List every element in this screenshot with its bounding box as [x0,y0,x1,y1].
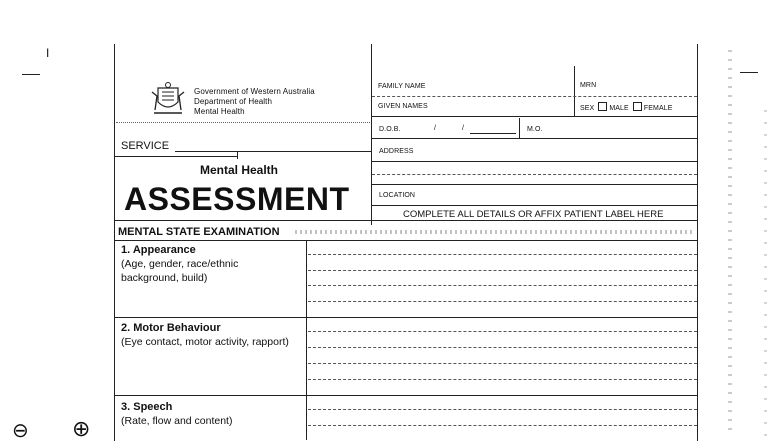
dob-row-bottom [372,138,697,139]
appearance-hint-1: (Age, gender, race/ethnic [121,258,239,270]
mrn-label: MRN [580,82,597,89]
registration-mark-partial: ⊖ [12,420,29,442]
dob-field-line[interactable] [470,133,516,134]
family-name-label: FAMILY NAME [378,83,426,90]
dob-label: D.O.B. [379,126,401,133]
exam-column-divider [306,240,307,440]
appearance-line-4[interactable] [308,301,697,302]
gov-line-3: Mental Health [194,107,245,116]
female-label: FEMALE [643,105,673,112]
service-bottom-line [114,156,237,157]
gov-line-1: Government of Western Australia [194,87,315,96]
address-line-2[interactable] [372,174,697,175]
margin-dash-left [22,74,40,75]
section-scan-noise [295,230,695,234]
item-1-bottom [114,317,697,318]
mo-divider [519,118,520,138]
service-label: SERVICE [121,140,170,152]
given-names-field-line[interactable] [372,116,697,117]
appearance-line-1[interactable] [308,254,697,255]
registration-mark: ⊕ [72,416,91,441]
male-label: MALE [609,105,629,112]
gov-divider [116,122,370,123]
item-2-bottom [114,395,697,396]
sex-field [580,102,672,112]
address-line-1[interactable] [372,161,697,162]
location-field-line[interactable] [372,205,697,206]
speech-line-1[interactable] [308,409,697,410]
title-box-top [237,151,371,152]
speech-line-2[interactable] [308,425,697,426]
address-line-3[interactable] [372,184,697,185]
motor-behaviour-hint: (Eye contact, motor activity, rapport) [121,336,289,348]
service-field-line[interactable] [175,151,237,152]
section-title: MENTAL STATE EXAMINATION [118,226,280,238]
margin-dash-right [740,72,758,73]
male-checkbox[interactable] [598,102,607,111]
address-label: ADDRESS [379,148,414,155]
wa-crest-logo [150,82,186,116]
location-label: LOCATION [379,192,416,199]
form-right-border [697,44,698,441]
complete-details-note: COMPLETE ALL DETAILS OR AFFIX PATIENT LABEL HERE [403,209,664,220]
title-box-left [237,151,238,159]
header-bottom-line [114,220,697,221]
family-name-field[interactable] [372,96,697,97]
margin-tick-left: I [46,46,50,60]
appearance-title: 1. Appearance [121,244,196,256]
motor-behaviour-title: 2. Motor Behaviour [121,322,221,334]
motor-line-1[interactable] [308,331,697,332]
female-checkbox[interactable] [633,102,642,111]
form-left-border [114,44,115,441]
given-names-label: GIVEN NAMES [378,103,428,110]
motor-line-3[interactable] [308,363,697,364]
appearance-line-3[interactable] [308,285,697,286]
dob-sep-2: / [462,125,465,132]
form-title: ASSESSMENT [124,181,350,217]
sex-label: SEX [580,105,595,112]
speech-title: 3. Speech [121,401,173,413]
scan-noise-right [728,50,732,430]
scan-noise-right-2 [764,110,767,440]
header-divider [371,44,372,225]
dob-sep-1: / [434,125,437,132]
motor-line-4[interactable] [308,379,697,380]
mo-label: M.O. [527,126,543,133]
motor-line-2[interactable] [308,347,697,348]
appearance-line-2[interactable] [308,270,697,271]
mrn-divider [574,66,575,116]
form-subtitle: Mental Health [200,163,279,177]
section-title-underline [114,240,697,241]
appearance-hint-2: background, build) [121,272,208,284]
speech-hint: (Rate, flow and content) [121,415,233,427]
gov-line-2: Department of Health [194,97,273,106]
